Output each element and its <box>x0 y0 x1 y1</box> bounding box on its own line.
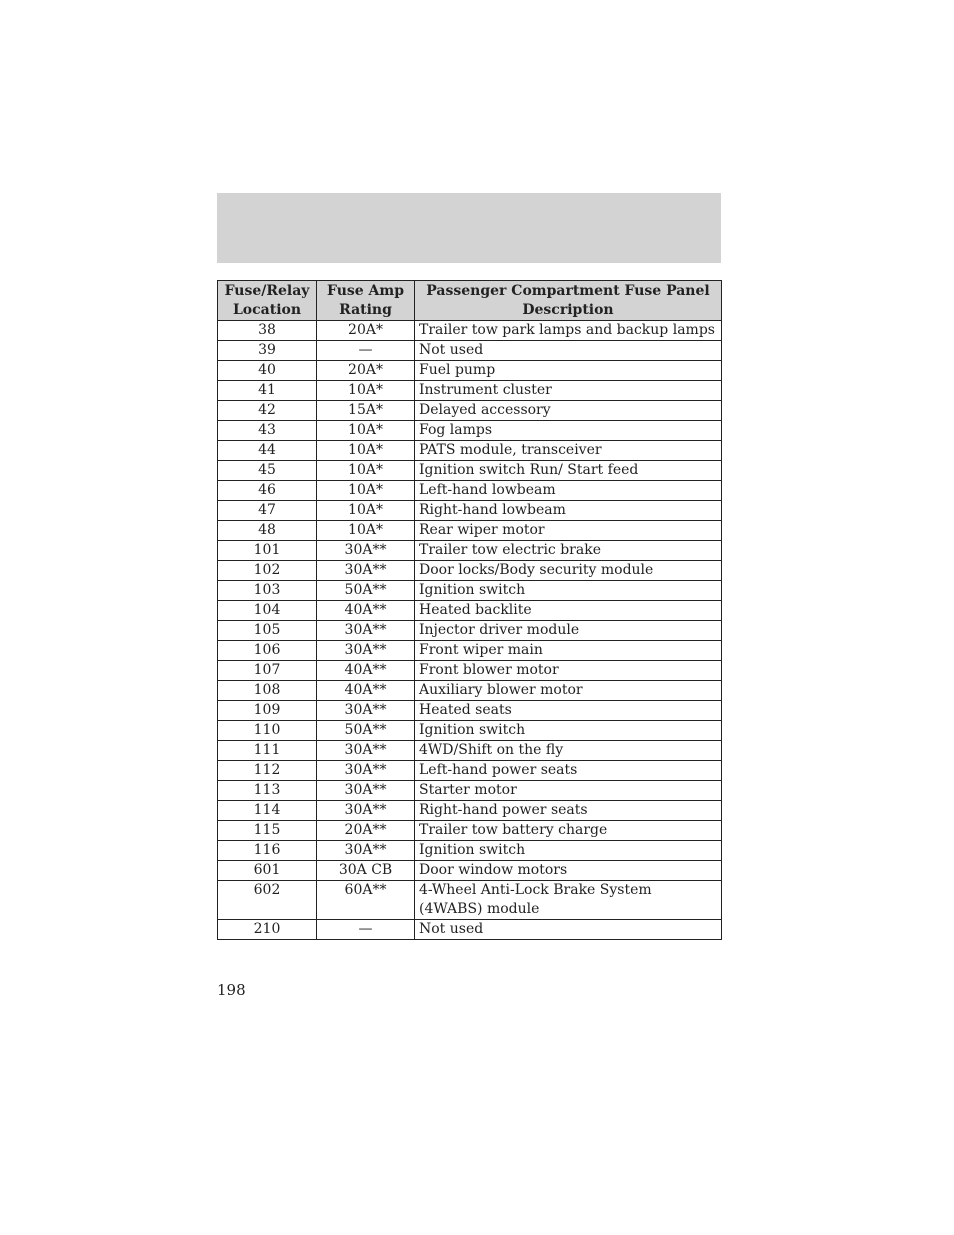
fuse-table <box>217 280 722 940</box>
description-cell: Right-hand lowbeam <box>415 501 722 521</box>
table-row <box>218 541 722 561</box>
description-cell: Heated backlite <box>415 601 722 621</box>
amp-rating-cell: — <box>317 920 415 940</box>
fuse-location-cell: 106 <box>218 641 317 661</box>
table-row <box>218 341 722 361</box>
table-row <box>218 801 722 821</box>
description-cell: Fuel pump <box>415 361 722 381</box>
amp-rating-cell: 30A** <box>317 621 415 641</box>
description-cell: Delayed accessory <box>415 401 722 421</box>
table-row <box>218 741 722 761</box>
description-cell: Ignition switch <box>415 581 722 601</box>
table-row <box>218 561 722 581</box>
fuse-location-cell: 109 <box>218 701 317 721</box>
amp-rating-cell: 30A** <box>317 761 415 781</box>
table-row <box>218 881 722 920</box>
amp-rating-cell: 10A* <box>317 461 415 481</box>
fuse-location-cell: 48 <box>218 521 317 541</box>
fuse-location-cell: 113 <box>218 781 317 801</box>
fuse-location-cell: 102 <box>218 561 317 581</box>
amp-rating-cell: 10A* <box>317 421 415 441</box>
column-header-description: Passenger Compartment Fuse Panel Description <box>415 281 722 321</box>
description-cell: Ignition switch <box>415 841 722 861</box>
amp-rating-cell: 60A** <box>317 881 415 920</box>
description-cell: Door locks/Body security module <box>415 561 722 581</box>
fuse-location-cell: 45 <box>218 461 317 481</box>
table-row <box>218 761 722 781</box>
fuse-location-cell: 107 <box>218 661 317 681</box>
fuse-location-cell: 46 <box>218 481 317 501</box>
fuse-location-cell: 108 <box>218 681 317 701</box>
fuse-location-cell: 41 <box>218 381 317 401</box>
fuse-location-cell: 104 <box>218 601 317 621</box>
fuse-location-cell: 103 <box>218 581 317 601</box>
table-row <box>218 361 722 381</box>
description-cell: Instrument cluster <box>415 381 722 401</box>
fuse-location-cell: 42 <box>218 401 317 421</box>
table-row <box>218 581 722 601</box>
amp-rating-cell: 10A* <box>317 501 415 521</box>
amp-rating-cell: 30A CB <box>317 861 415 881</box>
description-cell: 4WD/Shift on the fly <box>415 741 722 761</box>
description-cell: Trailer tow battery charge <box>415 821 722 841</box>
fuse-location-cell: 39 <box>218 341 317 361</box>
fuse-location-cell: 110 <box>218 721 317 741</box>
description-cell: Left-hand power seats <box>415 761 722 781</box>
fuse-location-cell: 101 <box>218 541 317 561</box>
amp-rating-cell: 40A** <box>317 601 415 621</box>
table-row <box>218 641 722 661</box>
amp-rating-cell: 10A* <box>317 441 415 461</box>
description-cell: Trailer tow electric brake <box>415 541 722 561</box>
table-row <box>218 920 722 940</box>
description-cell: Front blower motor <box>415 661 722 681</box>
description-cell: Ignition switch Run/ Start feed <box>415 461 722 481</box>
table-row <box>218 821 722 841</box>
fuse-location-cell: 112 <box>218 761 317 781</box>
amp-rating-cell: 10A* <box>317 381 415 401</box>
table-header-row <box>218 281 722 321</box>
description-cell: Not used <box>415 920 722 940</box>
page-number: 198 <box>217 981 246 999</box>
amp-rating-cell: 30A** <box>317 801 415 821</box>
column-header-location: Fuse/Relay Location <box>218 281 317 321</box>
amp-rating-cell: 20A* <box>317 321 415 341</box>
amp-rating-cell: 15A* <box>317 401 415 421</box>
fuse-location-cell: 111 <box>218 741 317 761</box>
amp-rating-cell: 50A** <box>317 581 415 601</box>
table-row <box>218 661 722 681</box>
amp-rating-cell: 50A** <box>317 721 415 741</box>
amp-rating-cell: 20A** <box>317 821 415 841</box>
table-row <box>218 481 722 501</box>
fuse-location-cell: 47 <box>218 501 317 521</box>
section-header-band <box>217 193 721 263</box>
description-cell: Front wiper main <box>415 641 722 661</box>
column-header-amp-rating: Fuse Amp Rating <box>317 281 415 321</box>
amp-rating-cell: 30A** <box>317 641 415 661</box>
fuse-location-cell: 44 <box>218 441 317 461</box>
amp-rating-cell: 10A* <box>317 481 415 501</box>
table-body <box>218 321 722 940</box>
table-row <box>218 621 722 641</box>
amp-rating-cell: 30A** <box>317 701 415 721</box>
fuse-location-cell: 602 <box>218 881 317 920</box>
fuse-location-cell: 114 <box>218 801 317 821</box>
table-row <box>218 421 722 441</box>
amp-rating-cell: 30A** <box>317 741 415 761</box>
fuse-location-cell: 38 <box>218 321 317 341</box>
table-row <box>218 381 722 401</box>
table-row <box>218 601 722 621</box>
fuse-location-cell: 40 <box>218 361 317 381</box>
table-row <box>218 441 722 461</box>
description-cell: Fog lamps <box>415 421 722 441</box>
table-row <box>218 501 722 521</box>
description-cell: Trailer tow park lamps and backup lamps <box>415 321 722 341</box>
amp-rating-cell: 10A* <box>317 521 415 541</box>
table-row <box>218 681 722 701</box>
table-row <box>218 781 722 801</box>
fuse-location-cell: 601 <box>218 861 317 881</box>
description-cell: 4-Wheel Anti-Lock Brake System (4WABS) module <box>415 881 722 920</box>
table-row <box>218 721 722 741</box>
table-row <box>218 321 722 341</box>
description-cell: Injector driver module <box>415 621 722 641</box>
table-row <box>218 701 722 721</box>
amp-rating-cell: 30A** <box>317 561 415 581</box>
fuse-location-cell: 105 <box>218 621 317 641</box>
table-row <box>218 521 722 541</box>
description-cell: Starter motor <box>415 781 722 801</box>
fuse-location-cell: 43 <box>218 421 317 441</box>
description-cell: PATS module, transceiver <box>415 441 722 461</box>
table-row <box>218 861 722 881</box>
table-row <box>218 461 722 481</box>
description-cell: Ignition switch <box>415 721 722 741</box>
amp-rating-cell: — <box>317 341 415 361</box>
amp-rating-cell: 20A* <box>317 361 415 381</box>
description-cell: Not used <box>415 341 722 361</box>
fuse-location-cell: 116 <box>218 841 317 861</box>
amp-rating-cell: 40A** <box>317 661 415 681</box>
table-row <box>218 841 722 861</box>
description-cell: Heated seats <box>415 701 722 721</box>
description-cell: Auxiliary blower motor <box>415 681 722 701</box>
fuse-location-cell: 115 <box>218 821 317 841</box>
description-cell: Door window motors <box>415 861 722 881</box>
table-row <box>218 401 722 421</box>
amp-rating-cell: 30A** <box>317 841 415 861</box>
amp-rating-cell: 30A** <box>317 541 415 561</box>
amp-rating-cell: 40A** <box>317 681 415 701</box>
description-cell: Right-hand power seats <box>415 801 722 821</box>
amp-rating-cell: 30A** <box>317 781 415 801</box>
fuse-location-cell: 210 <box>218 920 317 940</box>
description-cell: Left-hand lowbeam <box>415 481 722 501</box>
description-cell: Rear wiper motor <box>415 521 722 541</box>
